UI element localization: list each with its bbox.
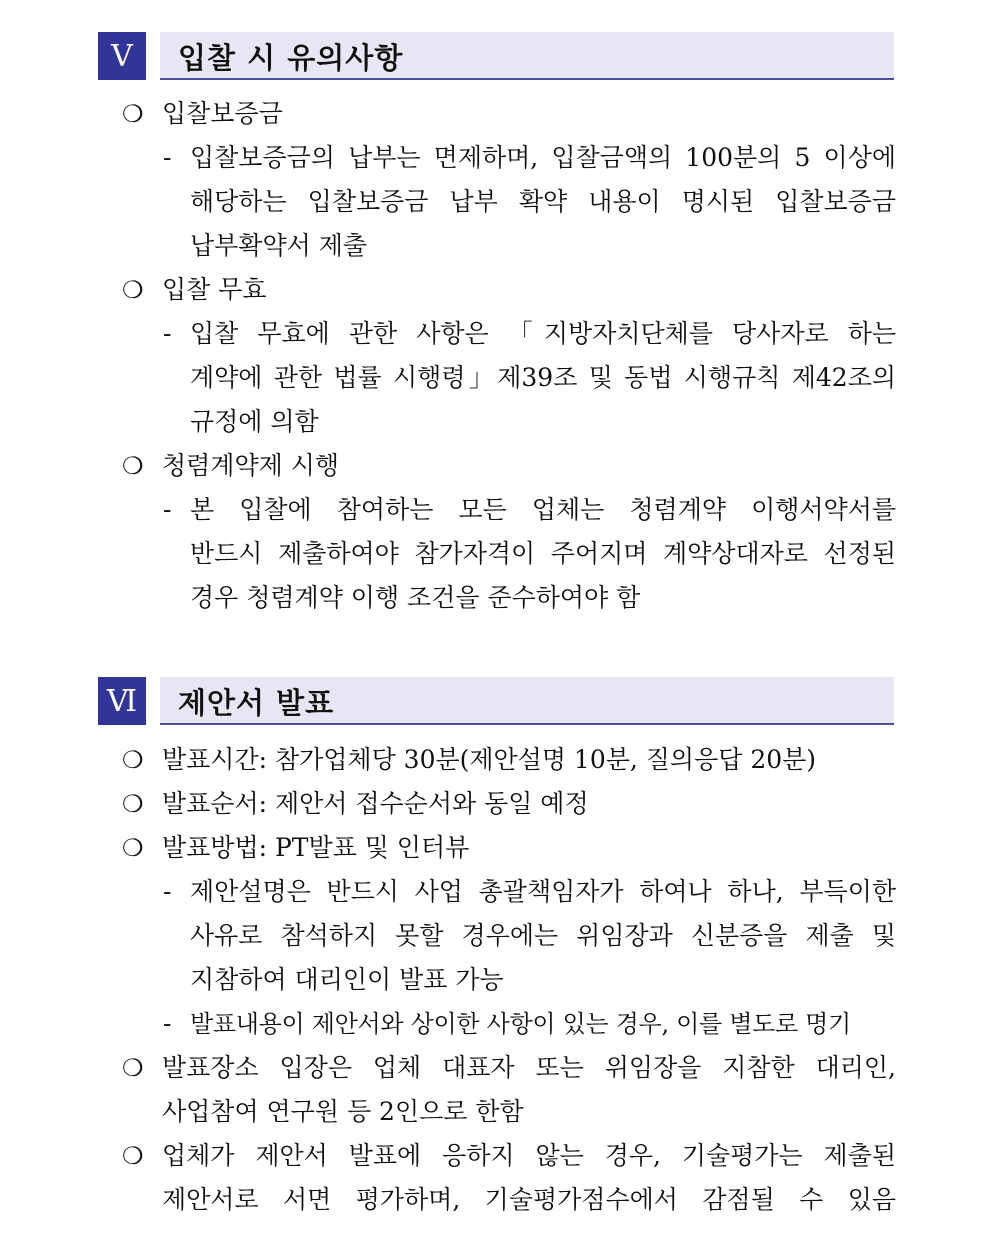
- sub-item-line: 지참하여 대리인이 발표 가능: [190, 965, 504, 994]
- circle-bullet-icon: ❍: [122, 834, 144, 862]
- list-item-continuation: [0, 1178, 988, 1222]
- item-text: 발표순서: 제안서 접수순서와 동일 예정: [162, 789, 589, 818]
- dash-bullet: -: [163, 495, 172, 524]
- list-item-continuation: [0, 1090, 988, 1134]
- item-text: 발표시간: 참가업체당 30분(제안설명 10분, 질의응답 20분): [162, 745, 817, 774]
- section-title-bar: [160, 32, 894, 80]
- item-text: 입찰 무효: [162, 275, 267, 304]
- sub-item: [0, 136, 988, 180]
- dash-bullet: -: [163, 1009, 172, 1038]
- sub-item-line: 입찰 무효에 관한 사항은 「지방자치단체를 당사자로 하는: [190, 319, 896, 348]
- sub-item: [0, 312, 988, 356]
- list-item: [0, 92, 988, 136]
- section-header: [98, 677, 894, 725]
- circle-bullet-icon: ❍: [122, 452, 144, 480]
- sub-item-line: 제안설명은 반드시 사업 총괄책임자가 하여나 하나, 부득이한: [190, 877, 896, 906]
- section-number: V: [98, 32, 146, 80]
- sub-item: [0, 870, 988, 914]
- item-text: 청렴계약제 시행: [162, 451, 339, 480]
- sub-item-continuation: [0, 356, 988, 400]
- sub-item-line: 규정에 의함: [190, 407, 319, 436]
- section-title-bar: [160, 677, 894, 725]
- sub-item-continuation: [0, 532, 988, 576]
- sub-item-line: 계약에 관한 법률 시행령」제39조 및 동법 시행규칙 제42조의: [190, 363, 896, 392]
- dash-bullet: -: [163, 319, 172, 348]
- sub-item-line: 사유로 참석하지 못할 경우에는 위임장과 신분증을 제출 및: [190, 921, 896, 950]
- section-title: 제안서 발표: [178, 686, 335, 720]
- circle-bullet-icon: ❍: [122, 1142, 144, 1170]
- item-text: 발표장소 입장은 업체 대표자 또는 위임장을 지참한 대리인,: [162, 1053, 896, 1082]
- sub-item-line: 본 입찰에 참여하는 모든 업체는 청렴계약 이행서약서를: [190, 495, 896, 524]
- dash-bullet: -: [163, 143, 172, 172]
- item-text: 사업참여 연구원 등 2인으로 한함: [162, 1097, 524, 1126]
- sub-item-line: 해당하는 입찰보증금 납부 확약 내용이 명시된 입찰보증금: [190, 187, 896, 216]
- item-text: 입찰보증금: [162, 99, 283, 128]
- list-item: [0, 1046, 988, 1090]
- list-item: [0, 738, 988, 782]
- sub-item-line: 경우 청렴계약 이행 조건을 준수하여야 함: [190, 583, 641, 612]
- sub-item: [0, 488, 988, 532]
- list-item: [0, 268, 988, 312]
- list-item: [0, 444, 988, 488]
- sub-item-continuation: [0, 400, 988, 444]
- section-number: Ⅵ: [98, 677, 146, 725]
- circle-bullet-icon: ❍: [122, 790, 144, 818]
- item-text: 발표방법: PT발표 및 인터뷰: [162, 833, 470, 862]
- circle-bullet-icon: ❍: [122, 100, 144, 128]
- list-item: [0, 1134, 988, 1178]
- sub-item-continuation: [0, 180, 988, 224]
- item-text: 업체가 제안서 발표에 응하지 않는 경우, 기술평가는 제출된: [162, 1141, 896, 1170]
- list-item: [0, 826, 988, 870]
- circle-bullet-icon: ❍: [122, 276, 144, 304]
- section-title: 입찰 시 유의사항: [178, 41, 404, 75]
- sub-item-line: 납부확약서 제출: [190, 231, 367, 260]
- sub-item-line: 발표내용이 제안서와 상이한 사항이 있는 경우, 이를 별도로 명기: [190, 1010, 851, 1038]
- sub-item-continuation: [0, 576, 988, 620]
- section-header: [98, 32, 894, 80]
- circle-bullet-icon: ❍: [122, 746, 144, 774]
- list-item: [0, 782, 988, 826]
- sub-item: [0, 1002, 988, 1046]
- sub-item-continuation: [0, 914, 988, 958]
- sub-item-line: 반드시 제출하여야 참가자격이 주어지며 계약상대자로 선정된: [190, 539, 896, 568]
- circle-bullet-icon: ❍: [122, 1054, 144, 1082]
- dash-bullet: -: [163, 877, 172, 906]
- sub-item-continuation: [0, 224, 988, 268]
- item-text: 제안서로 서면 평가하며, 기술평가점수에서 감점될 수 있음: [162, 1185, 896, 1214]
- sub-item-continuation: [0, 958, 988, 1002]
- sub-item-line: 입찰보증금의 납부는 면제하며, 입찰금액의 100분의 5 이상에: [190, 143, 896, 172]
